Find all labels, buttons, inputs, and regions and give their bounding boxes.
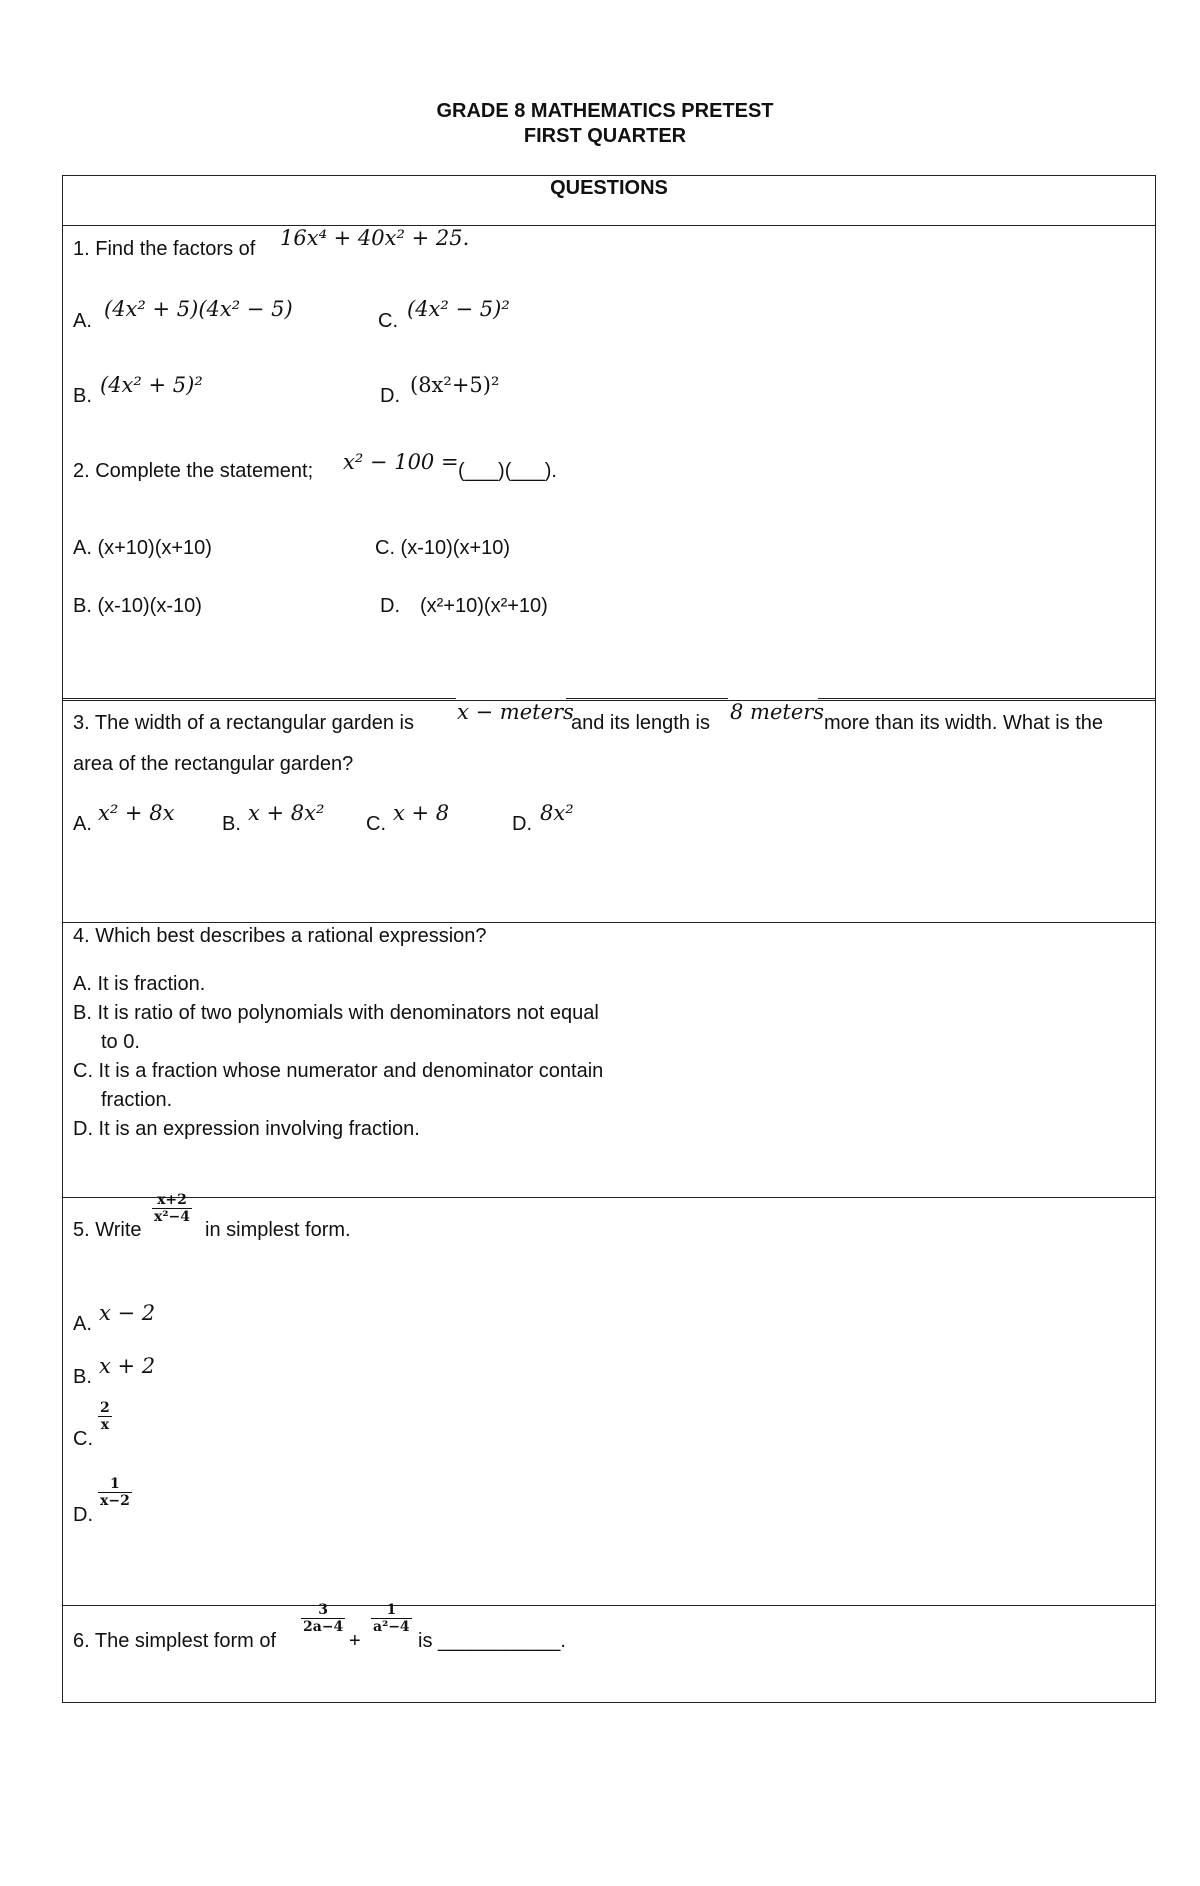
q4-option-d: D. It is an expression involving fraction.: [73, 1118, 420, 1140]
q3-text-line2: area of the rectangular garden?: [73, 753, 354, 775]
q3-text-part1: 3. The width of a rectangular garden is: [73, 712, 414, 734]
q6-text: 6. The simplest form of: [73, 1630, 277, 1652]
q4-option-a: A. It is fraction.: [73, 973, 206, 995]
q5-option-a-label: A.: [73, 1313, 92, 1335]
page-title: GRADE 8 MATHEMATICS PRETEST: [436, 100, 774, 122]
q4-option-b-cont: to 0.: [101, 1031, 140, 1053]
q1-option-d-label: D.: [380, 385, 400, 407]
q1-option-b: (4x² + 5)²: [100, 373, 203, 397]
q1-option-b-label: B.: [73, 385, 92, 407]
q5-option-c-label: C.: [73, 1428, 93, 1450]
q5-option-a: x − 2: [99, 1301, 156, 1325]
q6-fraction-1: [301, 1602, 345, 1635]
q1-option-c-label: C.: [378, 310, 398, 332]
equation-box-edge: [818, 698, 1156, 699]
q6-answer-blank[interactable]: is ___________.: [418, 1630, 566, 1652]
q1-option-a-label: A.: [73, 310, 92, 332]
q5-option-c[interactable]: [98, 1400, 112, 1433]
q2-option-b: B. (x-10)(x-10): [73, 595, 202, 617]
q4-option-b: B. It is ratio of two polynomials with denominators not equal: [73, 1002, 599, 1024]
q5-fraction-numerator: x+2: [152, 1192, 192, 1209]
q4-option-c-cont: fraction.: [101, 1089, 173, 1111]
q3-option-b: x + 8x²: [248, 801, 325, 825]
q1-option-a: (4x² + 5)(4x² − 5): [104, 297, 293, 321]
q3-width-expression: x − meters: [457, 700, 574, 724]
q3-text-part2: and its length is: [571, 712, 710, 734]
q5-option-d-numerator: 1: [98, 1476, 132, 1493]
q4-option-c: C. It is a fraction whose numerator and denominator contain: [73, 1060, 604, 1082]
q3-text-part3: more than its width. What is the: [824, 712, 1104, 734]
row-divider: [62, 700, 1156, 701]
q1-expression: 16x⁴ + 40x² + 25.: [280, 226, 470, 250]
q2-option-d: (x²+10)(x²+10): [420, 595, 548, 617]
q1-text: 1. Find the factors of: [73, 238, 256, 260]
q2-blanks: (___)(___).: [458, 460, 557, 482]
q3-option-d-label: D.: [512, 813, 532, 835]
q3-option-b-label: B.: [222, 813, 241, 835]
q5-option-c-denominator: x: [100, 1417, 110, 1433]
q2-option-d-label: D.: [380, 595, 400, 617]
page-subtitle: FIRST QUARTER: [523, 125, 687, 147]
q5-option-d-denominator: x−2: [100, 1493, 130, 1509]
q3-option-a: x² + 8x: [98, 801, 175, 825]
q2-text: 2. Complete the statement;: [73, 460, 314, 482]
row-divider: [62, 225, 1156, 226]
q5-option-c-numerator: 2: [100, 1400, 110, 1416]
q5-fraction: [152, 1192, 192, 1225]
q3-option-c: x + 8: [393, 801, 450, 825]
q3-length-expression: 8 meters: [730, 700, 825, 724]
q3-option-c-label: C.: [366, 813, 386, 835]
equation-box-edge: [62, 698, 456, 699]
q5-text-suffix: in simplest form.: [205, 1219, 351, 1241]
q6-fraction-1-numerator: 3: [301, 1602, 345, 1619]
q1-option-c: (4x² − 5)²: [407, 297, 510, 321]
q6-fraction-1-denominator: 2a−4: [303, 1619, 344, 1635]
row-divider: [62, 922, 1156, 923]
row-divider: [62, 1197, 1156, 1198]
q6-fraction-2: [371, 1602, 412, 1635]
q5-fraction-denominator: x²−4: [154, 1209, 190, 1225]
q4-text: 4. Which best describes a rational expression?: [73, 925, 487, 947]
row-divider: [62, 1605, 1156, 1606]
q2-expression: x² − 100 =: [343, 450, 459, 474]
q6-fraction-2-numerator: 1: [371, 1602, 412, 1619]
q2-option-a: A. (x+10)(x+10): [73, 537, 212, 559]
q5-option-d-label: D.: [73, 1504, 93, 1526]
q6-plus: +: [349, 1630, 361, 1652]
q5-option-b-label: B.: [73, 1366, 92, 1388]
q3-option-a-label: A.: [73, 813, 92, 835]
equation-box-edge: [566, 698, 728, 699]
q5-option-d[interactable]: [98, 1476, 132, 1509]
q3-option-d: 8x²: [540, 801, 574, 825]
q5-option-b: x + 2: [99, 1354, 156, 1378]
q5-text: 5. Write: [73, 1219, 142, 1241]
q1-option-d: (8x²+5)²: [410, 373, 500, 397]
q2-option-c: C. (x-10)(x+10): [375, 537, 511, 559]
table-column-header: QUESTIONS: [550, 177, 668, 199]
q6-fraction-2-denominator: a²−4: [373, 1619, 410, 1635]
